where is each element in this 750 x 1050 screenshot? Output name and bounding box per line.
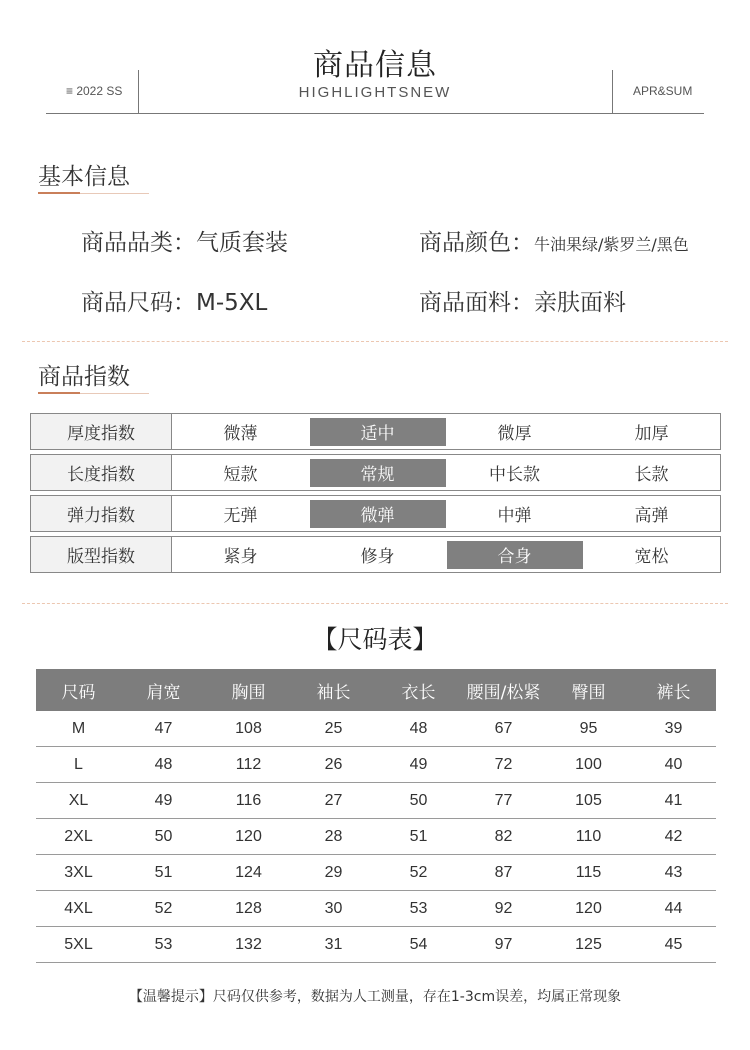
tip-text: 【温馨提示】尺码仅供参考，数据为人工测量，存在1-3cm误差，均属正常现象 [128,989,622,1005]
table-row [36,747,716,783]
table-cell: 53 [409,899,428,917]
table-cell: 28 [324,827,343,845]
size-header-cell: 衣长 [401,682,436,703]
index-option-selected: 适中 [310,418,446,446]
info-value: 气质套装 [196,230,288,256]
table-cell: 120 [575,899,602,917]
table-cell: 124 [235,863,262,881]
info-label: 商品颜色： [419,230,534,256]
table-cell: 3XL [64,863,93,881]
index-row-label: 弹力指数 [31,496,172,531]
table-row [36,927,716,963]
info-fabric [419,284,626,317]
size-header-cell: 肩宽 [146,682,181,703]
size-header-cell: 臀围 [571,682,606,703]
index-row-label: 版型指数 [31,537,172,572]
table-cell: 116 [235,791,262,809]
index-option: 中长款 [489,465,540,485]
header-divider-right [612,70,613,114]
table-cell: 112 [235,755,262,773]
index-row-label: 厚度指数 [31,414,172,449]
table-cell: 27 [324,791,343,809]
table-cell: 48 [154,755,173,773]
index-option: 无弹 [223,506,258,526]
info-color [419,224,689,257]
table-cell: 45 [664,935,683,953]
info-label: 商品面料： [419,290,534,316]
index-option: 短款 [223,465,258,485]
size-header-cell: 尺码 [61,682,96,703]
index-option-selected: 常规 [310,459,446,487]
index-row [30,413,721,450]
table-cell: 53 [154,935,173,953]
table-cell: 49 [154,791,173,809]
table-cell: 92 [494,899,513,917]
table-cell: 105 [575,791,602,809]
table-cell: 41 [664,791,683,809]
table-cell: XL [68,791,89,809]
index-options [172,414,720,449]
index-option: 宽松 [634,547,669,567]
index-row [30,495,721,532]
info-label: 商品尺码： [81,290,196,316]
size-header-cell: 腰围/松紧 [466,682,541,703]
table-cell: 97 [494,935,513,953]
info-value: 牛油果绿/紫罗兰/黑色 [534,235,689,254]
size-table-header [36,669,716,711]
index-option: 紧身 [223,547,258,567]
table-cell: 26 [324,755,343,773]
index-title: 商品指数 [38,364,130,390]
table-cell: M [71,719,86,737]
table-cell: 52 [154,899,173,917]
table-cell: 4XL [64,899,93,917]
table-cell: 82 [494,827,513,845]
table-cell: 54 [409,935,428,953]
size-header-cell: 袖长 [316,682,351,703]
info-label: 商品品类： [81,230,196,256]
table-cell: 100 [575,755,602,773]
table-cell: 48 [409,719,428,737]
table-row [36,855,716,891]
table-cell: 95 [579,719,598,737]
table-cell: 125 [575,935,602,953]
table-cell: 39 [664,719,683,737]
table-cell: 5XL [64,935,93,953]
table-row [36,711,716,747]
index-option-selected: 微弹 [310,500,446,528]
table-cell: 110 [575,827,602,845]
index-row-label: 长度指数 [31,455,172,490]
table-cell: 47 [154,719,173,737]
info-category [81,224,288,257]
index-underline-accent [38,392,80,394]
table-cell: 128 [235,899,262,917]
section-divider [22,341,728,342]
table-cell: 77 [494,791,513,809]
table-cell: 40 [664,755,683,773]
table-row [36,819,716,855]
table-cell: 51 [409,827,428,845]
basic-info-underline-accent [38,192,80,194]
info-size [81,284,267,317]
table-cell: 108 [235,719,262,737]
index-option: 微厚 [497,424,532,444]
index-options [172,496,720,531]
basic-info-title: 基本信息 [38,164,130,190]
index-option: 中弹 [497,506,532,526]
table-cell: 72 [494,755,513,773]
table-cell: 51 [154,863,173,881]
table-cell: 52 [409,863,428,881]
index-option: 加厚 [634,424,669,444]
size-table-title: 【尺码表】 [312,625,438,654]
table-cell: 2XL [64,827,93,845]
table-cell: 87 [494,863,513,881]
index-option: 修身 [360,547,395,567]
table-cell: 132 [235,935,262,953]
table-cell: 115 [575,863,602,881]
table-cell: 29 [324,863,343,881]
header-rule [46,113,704,114]
index-options [172,455,720,490]
table-cell: 50 [409,791,428,809]
table-cell: 30 [324,899,343,917]
table-cell: 25 [324,719,343,737]
table-cell: 44 [664,899,683,917]
index-row [30,536,721,573]
index-options [172,537,720,572]
index-option-selected: 合身 [447,541,583,569]
page-title: 商品信息 [313,48,437,83]
season-right-tag: APR&SUM [633,84,693,98]
size-header-cell: 胸围 [231,682,266,703]
table-row [36,891,716,927]
index-row [30,454,721,491]
info-value: 亲肤面料 [534,290,626,316]
table-cell: L [74,755,83,773]
table-cell: 67 [494,719,513,737]
table-cell: 50 [154,827,173,845]
section-divider [22,603,728,604]
table-row [36,783,716,819]
info-value: M-5XL [196,290,268,316]
table-cell: 49 [409,755,428,773]
size-header-cell: 裤长 [656,682,691,703]
index-option: 长款 [634,465,669,485]
table-cell: 31 [324,935,343,953]
table-cell: 42 [664,827,683,845]
header-subtitle: HIGHLIGHTSNEW [298,84,452,101]
table-cell: 43 [664,863,683,881]
index-option: 高弹 [634,506,669,526]
table-cell: 120 [235,827,262,845]
season-tag: ≡ 2022 SS [66,84,123,98]
index-option: 微薄 [223,424,258,444]
